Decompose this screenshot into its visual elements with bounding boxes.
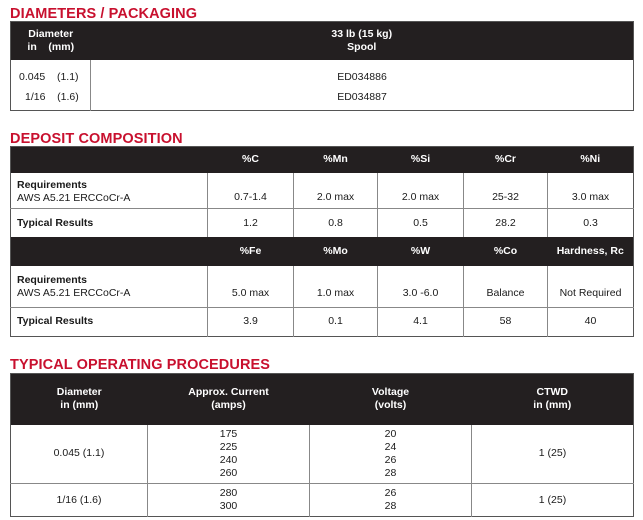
typical-value: 3.9	[208, 307, 294, 336]
typical-value: 0.1	[294, 307, 378, 336]
requirement-value: Balance	[464, 266, 548, 307]
diameter-cell: 0.045 (1.1)	[19, 70, 79, 83]
voltage-cell	[310, 425, 472, 484]
requirement-value: 3.0 max	[548, 173, 634, 209]
current-value: 280	[219, 487, 238, 499]
requirement-value: 1.0 max	[294, 266, 378, 307]
packaging-title: DIAMETERS / PACKAGING	[10, 6, 198, 22]
column-header: %Cr	[464, 147, 548, 173]
column-header: %Si	[378, 147, 464, 173]
spool-part-cell: ED034886	[91, 67, 634, 88]
typical-value: 28.2	[464, 209, 548, 237]
diameter-header: Diameter in (mm)	[11, 374, 148, 425]
current-header: Approx. Current (amps)	[148, 374, 310, 425]
voltage-value: 26	[384, 487, 397, 499]
requirement-value: 3.0 -6.0	[378, 266, 464, 307]
typical-results-row	[11, 307, 634, 336]
requirement-value: 2.0 max	[294, 173, 378, 209]
current-value: 260	[219, 466, 238, 479]
current-value: 240	[219, 453, 238, 466]
typical-value: 1.2	[208, 209, 294, 237]
ctwd-cell: 1 (25)	[472, 425, 634, 484]
diameter-cell: 1/16 (1.6)	[11, 484, 148, 517]
requirements-row	[11, 173, 634, 209]
voltage-value: 28	[384, 500, 397, 512]
column-header: Hardness, Rc	[548, 237, 634, 266]
column-header: %Ni	[548, 147, 634, 173]
current-value: 175	[219, 427, 238, 440]
procedure-row	[11, 484, 634, 517]
diameter-cell: 0.045 (1.1)	[53, 447, 105, 460]
typical-results-label: Typical Results	[11, 307, 208, 336]
requirement-value: 5.0 max	[208, 266, 294, 307]
requirements-label-cell: Requirements AWS A5.21 ERCCoCr-A	[17, 178, 131, 204]
column-header: %W	[378, 237, 464, 266]
typical-value: 0.8	[294, 209, 378, 237]
typical-value: 4.1	[378, 307, 464, 336]
packaging-row	[11, 67, 634, 88]
current-cell	[148, 484, 310, 517]
typical-results-label: Typical Results	[11, 209, 208, 237]
composition-table	[10, 146, 634, 337]
procedures-title: TYPICAL OPERATING PROCEDURES	[10, 357, 271, 373]
procedure-row	[11, 425, 634, 484]
requirement-value: 2.0 max	[378, 173, 464, 209]
column-header: %Co	[464, 237, 548, 266]
diameter-cell: 1/16 (1.6)	[25, 91, 79, 103]
requirement-value: 25-32	[464, 173, 548, 209]
requirements-label-cell: Requirements AWS A5.21 ERCCoCr-A	[17, 274, 131, 300]
column-header: %Mo	[294, 237, 378, 266]
packaging-header-row	[11, 22, 634, 60]
composition-header-row	[11, 147, 634, 173]
voltage-header: Voltage (volts)	[310, 374, 472, 425]
requirement-value: Not Required	[548, 266, 634, 307]
current-cell	[148, 425, 310, 484]
typical-value: 58	[464, 307, 548, 336]
voltage-value: 26	[384, 453, 397, 466]
column-header: %Mn	[294, 147, 378, 173]
composition-header-row	[11, 237, 634, 266]
typical-value: 40	[548, 307, 634, 336]
spool-part-cell: ED034887	[91, 88, 634, 108]
procedures-table	[10, 373, 634, 517]
typical-results-row	[11, 209, 634, 237]
column-header: %Fe	[208, 237, 294, 266]
typical-value: 0.5	[378, 209, 464, 237]
requirement-value: 0.7-1.4	[208, 173, 294, 209]
column-header: %C	[208, 147, 294, 173]
current-value: 225	[219, 440, 238, 453]
spool-header: 33 lb (15 kg) Spool	[91, 22, 634, 60]
requirements-row	[11, 266, 634, 307]
typical-value: 0.3	[548, 209, 634, 237]
voltage-cell	[310, 484, 472, 517]
packaging-row	[11, 88, 634, 108]
ctwd-cell: 1 (25)	[472, 484, 634, 517]
voltage-value: 20	[384, 427, 397, 440]
packaging-table	[10, 21, 634, 111]
composition-title: DEPOSIT COMPOSITION	[10, 131, 183, 147]
ctwd-header: CTWD in (mm)	[472, 374, 634, 425]
procedures-header-row	[11, 374, 634, 425]
voltage-value: 28	[384, 466, 397, 479]
current-value: 300	[219, 500, 238, 512]
diameter-header: Diameter in (mm)	[11, 22, 91, 60]
voltage-value: 24	[384, 440, 397, 453]
